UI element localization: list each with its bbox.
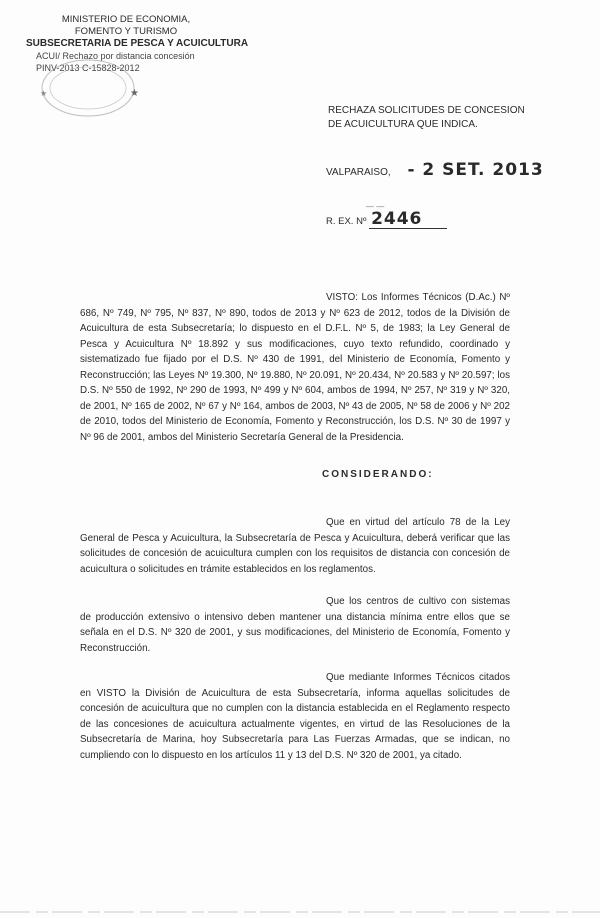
svg-text:★: ★: [40, 89, 48, 98]
considerando-paragraph-2: Que los centros de cultivo con sistemas de producción extensivo o intensivo deben mantener una distancia mínima entre ellos que se señala en el D.S. Nº 320 de 2001, y sus modificaciones, del Ministerio de Economía, Fomento y Reconstrucción.: [80, 596, 510, 654]
reference-line-2: PINV-2013 C-15828-2012: [36, 63, 140, 73]
scan-edge-artifact: [0, 908, 600, 918]
resolution-label: R. EX. Nº: [326, 216, 367, 227]
considerando-heading: CONSIDERANDO:: [322, 469, 434, 480]
subsecretaria-line: SUBSECRETARIA DE PESCA Y ACUICULTURA: [26, 38, 249, 49]
resolution-subject: RECHAZA SOLICITUDES DE CONCESION DE ACUICULTURA QUE INDICA.: [328, 105, 525, 130]
visto-paragraph: VISTO: Los Informes Técnicos (D.Ac.) Nº 686, Nº 749, Nº 795, Nº 837, Nº 890, todos de 2013 y Nº 623 de 2012, todos de la División de Acuicultura de esta Subsecretaría; lo dispuesto en el D.F.L. Nº 5, de 1983; la Ley General de Pesca y Acuicultura Nº 18.892 y sus modificaciones, cuyo texto refundido, coordinado y sistematizado fue fijado por el D.S. Nº 430 de 1991, del Ministerio de Economía, Fomento y Reconstrucción; las Leyes Nº 19.300, Nº 19.880, Nº 20.091, Nº 20.434, Nº 20.583 y Nº 20.597; los D.S. Nº 550 de 1992, Nº 290 de 1993, Nº 499 y Nº 604, ambos de 1994, Nº 257, Nº 319 y Nº 320, de 2001, Nº 165 de 2002, Nº 67 y Nº 164, ambos de 2003, Nº 43 de 2005, Nº 58 de 2006 y Nº 202 de 2010, todos del Ministerio de Economía, Fomento y Reconstrucción, los D.S. Nº 30 de 1997 y Nº 96 de 2001, ambos del Ministerio Secretaría General de la Presidencia.: [80, 292, 510, 443]
date-stamp: - 2 SET. 2013: [407, 160, 544, 180]
stamp-mark: — —: [366, 202, 385, 211]
date-line: [326, 160, 544, 180]
svg-text:★: ★: [130, 88, 139, 99]
city-label: VALPARAISO,: [326, 167, 391, 178]
resolution-number-line: [326, 202, 447, 229]
resolution-number: 2446: [369, 210, 447, 229]
official-seal-stamp: [30, 50, 150, 120]
ministry-line: MINISTERIO DE ECONOMIA,: [61, 14, 191, 25]
considerando-paragraph-3: Que mediante Informes Técnicos citados en VISTO la División de Acuicultura de esta Subsecretaría, informa aquellas solicitudes de concesión de acuicultura que no cumplen con la distancia establecida en el Reglamento respecto de las concesiones de acuicultura actualmente vigentes, en virtud de las Resoluciones de la Subsecretaría de Marina, hoy Subsecretaría para Las Fuerzas Armadas, que se indican, no cumpliendo con lo dispuesto en los artículos 11 y 13 del D.S. Nº 320 de 2001, ya citado.: [80, 672, 510, 761]
ministry-line-2: FOMENTO Y TURISMO: [74, 26, 178, 37]
reference-line-1: ACUI/ Rechazo por distancia concesión: [36, 51, 195, 61]
considerando-paragraph-1: Que en virtud del artículo 78 de la Ley General de Pesca y Acuicultura, la Subsecretaría de Pesca y Acuicultura, deberá verificar que las solicitudes de concesión de acuicultura cumplen con los requisitos de distancia con concesión de acuicultura o solicitudes en trámite establecidos en los reglamentos.: [80, 517, 510, 575]
